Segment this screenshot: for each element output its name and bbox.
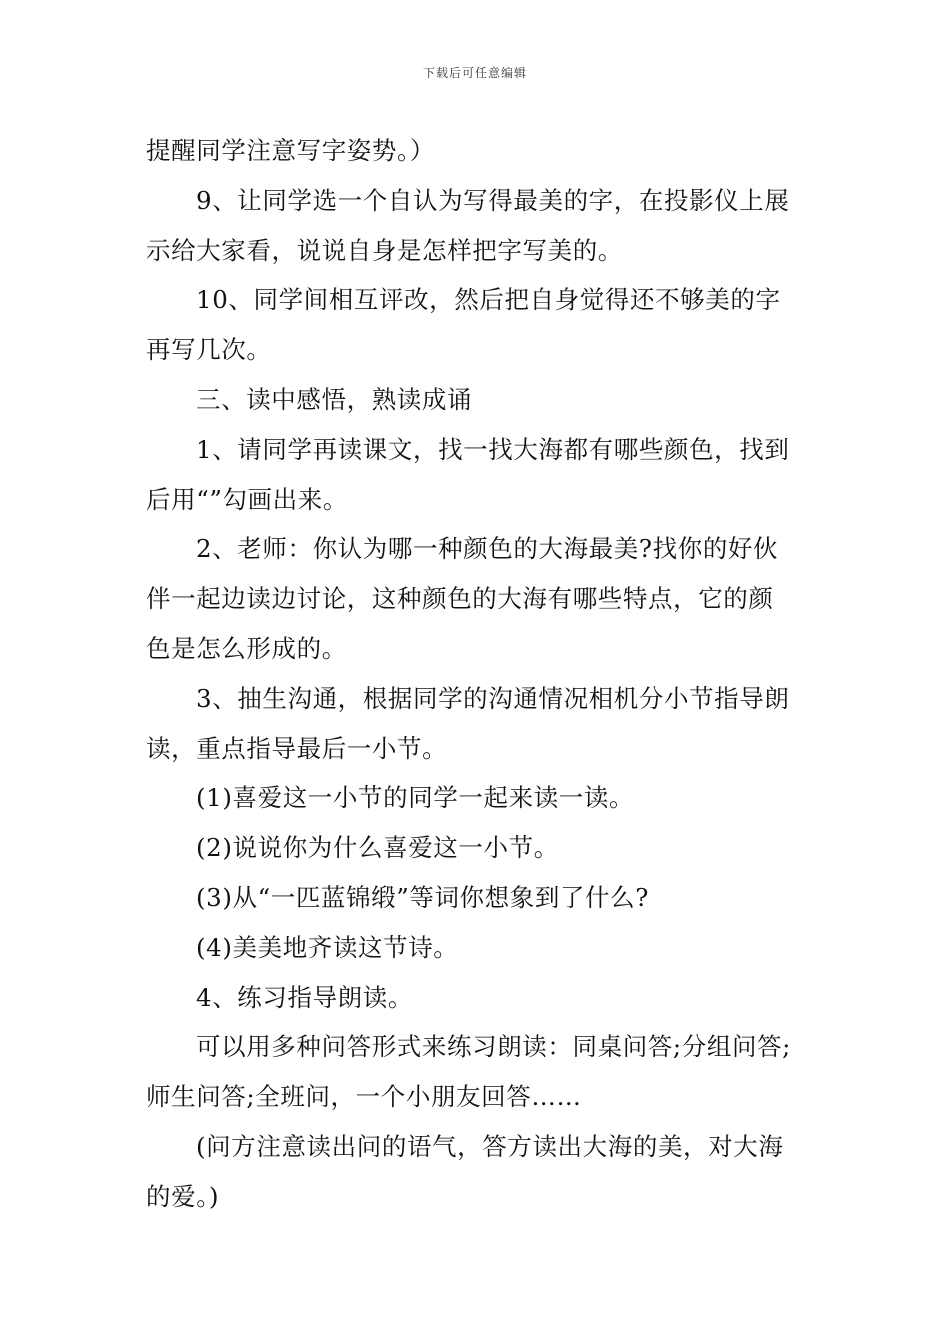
text-line-5: 再写几次。 [146,335,272,365]
text-line-18: 4、练习指导朗读。 [196,982,413,1012]
text-line-15: (2)说说你为什么喜爱这一小节。 [196,833,559,863]
section-heading: 三、读中感悟，熟读成诵 [196,384,473,414]
text-line-10: 伴一起边读边讨论，这种颜色的大海有哪些特点，它的颜 [146,584,774,614]
text-line-1: 提醒同学注意写字姿势。） [146,136,435,165]
text-line-9: 2、老师：你认为哪一种颜色的大海最美?找你的好伙 [196,534,779,564]
text-line-22: 的爱。) [146,1181,220,1211]
text-line-13: 读，重点指导最后一小节。 [146,733,448,763]
text-line-8: 后用“”勾画出来。 [146,484,348,514]
text-line-16: (3)从“一匹蓝锦缎”等词你想象到了什么? [196,882,649,912]
text-line-11: 色是怎么形成的。 [146,633,347,663]
text-line-2: 9、让同学选一个自认为写得最美的字，在投影仪上展 [196,185,790,215]
text-line-4: 10、同学间相互评改，然后把自身觉得还不够美的字 [196,285,781,315]
text-line-12: 3、抽生沟通，根据同学的沟通情况相机分小节指导朗 [196,683,790,713]
text-line-19: 可以用多种问答形式来练习朗读：同桌问答;分组问答; [196,1032,792,1062]
text-line-7: 1、请同学再读课文，找一找大海都有哪些颜色，找到 [196,434,790,464]
text-line-21: (问方注意读出问的语气，答方读出大海的美，对大海 [196,1131,784,1161]
document-body [146,126,826,1222]
text-line-3: 示给大家看，说说自身是怎样把字写美的。 [146,235,623,265]
text-line-17: (4)美美地齐读这节诗。 [196,932,459,962]
page-header: 下载后可任意编辑 [422,66,527,80]
text-line-20: 师生问答;全班问，一个小朋友回答…… [146,1082,582,1112]
text-line-14: (1)喜爱这一小节的同学一起来读一读。 [196,783,635,813]
